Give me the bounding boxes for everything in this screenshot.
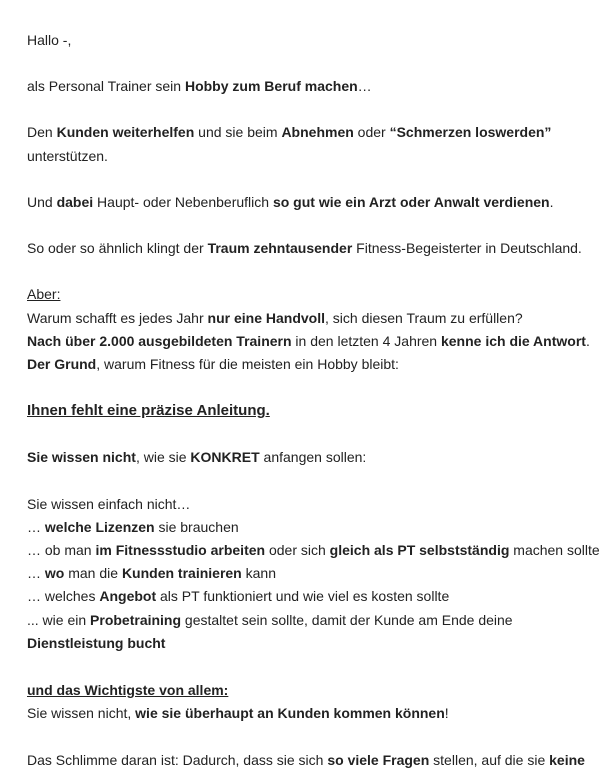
line-aber [27, 284, 570, 304]
line-schlimme [27, 750, 585, 770]
text-segment: “Schmerzen loswerden” [389, 124, 552, 140]
list-item-wo [27, 563, 570, 583]
text-segment: kann [241, 565, 276, 581]
text-segment: oder [353, 124, 390, 140]
text-segment: sie brauchen [154, 519, 239, 535]
text-segment: Sie wissen nicht, [27, 705, 136, 721]
line-grund [27, 354, 570, 374]
text-segment: … [27, 519, 45, 535]
line-unterstuetzen [27, 146, 570, 166]
greeting: Hallo -, [27, 32, 72, 48]
konkret-emph: KONKRET [190, 449, 260, 465]
text-segment: kenne ich die Antwort [440, 333, 586, 349]
text-segment: ! [444, 705, 449, 721]
text-segment: und sie beim [194, 124, 282, 140]
line-handvoll [27, 308, 570, 328]
list-item-angebot [27, 586, 570, 606]
text-segment: Sie wissen einfach nicht… [27, 496, 191, 512]
text-segment: . [549, 194, 554, 210]
text-segment: Den [27, 124, 57, 140]
line-hobby [27, 76, 570, 96]
konkret-lead: Sie wissen nicht [27, 449, 136, 465]
text-segment: Angebot [99, 588, 157, 604]
text-segment: im Fitnessstudio arbeiten [95, 542, 266, 558]
text-segment: so gut wie ein Arzt oder Anwalt verdienen [272, 194, 550, 210]
text-segment: gestaltet sein sollte, damit der Kunde am Ende deine [181, 612, 513, 628]
text-segment: Kunden trainieren [121, 565, 242, 581]
line-traum [27, 238, 582, 258]
text-segment: … welches [27, 588, 100, 604]
heading-important: und das Wichtigste von allem: [27, 682, 229, 698]
line-konkret [27, 447, 570, 467]
line-verdienen [27, 192, 570, 212]
text-segment: man die [64, 565, 122, 581]
text-segment: Das Schlimme daran ist: Dadurch, dass sie sich [27, 752, 328, 768]
text-segment: keine [549, 752, 585, 768]
text-segment: stellen, auf die sie [429, 752, 550, 768]
text-segment: Und [27, 194, 57, 210]
text-segment: , sich diesen Traum zu erfüllen? [325, 310, 523, 326]
konkret-tail: anfangen sollen: [259, 449, 367, 465]
text-segment: Kunden weiterhelfen [56, 124, 195, 140]
text-segment: Haupt- oder Nebenberuflich [93, 194, 273, 210]
text-segment: wie sie überhaupt an Kunden kommen können [135, 705, 445, 721]
text-segment: Fitness-Begeisterter in Deutschland. [352, 240, 582, 256]
text-segment: gleich als PT selbstständig [329, 542, 510, 558]
heading-instructions: Ihnen fehlt eine präzise Anleitung. [27, 402, 270, 419]
text-segment: wo [44, 565, 65, 581]
text-segment: Aber: [27, 286, 61, 302]
text-segment: . [585, 333, 590, 349]
list-item-fitnessstudio [27, 540, 600, 560]
text-segment: Warum schafft es jedes Jahr [27, 310, 208, 326]
text-segment: machen sollte [509, 542, 600, 558]
text-segment: … [27, 565, 45, 581]
text-segment: Abnehmen [281, 124, 354, 140]
text-segment: ... wie ein [27, 612, 91, 628]
text-segment: in den letzten 4 Jahren [291, 333, 441, 349]
text-segment: dabei [56, 194, 94, 210]
text-segment: unterstützen. [27, 148, 108, 164]
text-segment: Dienstleistung bucht [27, 635, 166, 651]
text-segment: … [357, 78, 372, 94]
list-item-dienstleistung [27, 633, 570, 653]
text-segment: als PT funktioniert und wie viel es kosten sollte [156, 588, 450, 604]
text-segment: So oder so ähnlich klingt der [27, 240, 208, 256]
text-segment: welche Lizenzen [44, 519, 155, 535]
text-segment: Der Grund [27, 356, 97, 372]
text-segment: oder sich [265, 542, 330, 558]
text-segment: Hobby zum Beruf machen [184, 78, 358, 94]
text-segment: Probetraining [90, 612, 182, 628]
line-antwort [27, 331, 590, 351]
line-kunden [27, 122, 570, 142]
konkret-middle: , wie sie [135, 449, 191, 465]
text-segment: Nach über 2.000 ausgebildeten Trainern [27, 333, 292, 349]
line-kunden-kommen [27, 703, 570, 723]
list-item-lizenzen [27, 517, 570, 537]
text-segment: so viele Fragen [327, 752, 430, 768]
line-einfach [27, 494, 570, 514]
text-segment: , warum Fitness für die meisten ein Hobby bleibt: [96, 356, 399, 372]
list-item-probetraining [27, 610, 570, 630]
text-segment: als Personal Trainer sein [27, 78, 185, 94]
text-segment: nur eine Handvoll [207, 310, 325, 326]
text-segment: Traum zehntausender [207, 240, 353, 256]
text-segment: … ob man [27, 542, 96, 558]
